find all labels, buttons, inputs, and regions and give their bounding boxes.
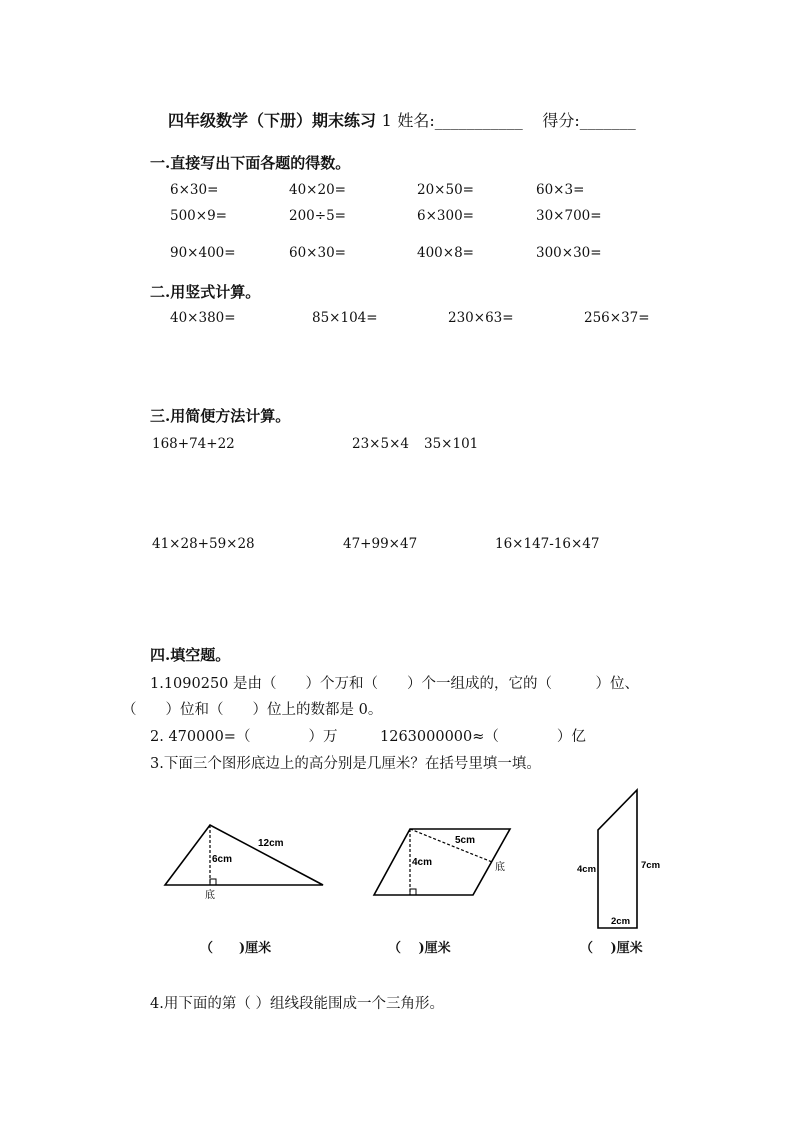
s1-r3-c4: 300×30= [536, 245, 602, 261]
q1-line2: （ ）位和（ ）位上的数都是 0。 [122, 702, 383, 718]
s3-r2-item3: 16×147-16×47 [495, 536, 600, 552]
s3-r1-item2: 23×5×4 [352, 436, 409, 452]
triangle-base-label: 底 [205, 890, 215, 901]
trapezoid-figure [577, 790, 660, 928]
q2-part1: 2. 470000=（ ）万 [150, 729, 338, 745]
section1-heading: 一.直接写出下面各题的得数。 [150, 154, 351, 172]
s1-r3-c2: 60×30= [289, 245, 346, 261]
triangle-side-label: 12cm [258, 838, 284, 849]
parallelogram-shape [374, 829, 510, 895]
s1-r2-c3: 6×300= [417, 208, 474, 224]
s3-r1-item3: 35×101 [424, 436, 479, 452]
q3-text: 3.下面三个图形底边上的高分别是几厘米？在括号里填一填。 [150, 756, 541, 772]
triangle-answer[interactable]: （ )厘米 [200, 941, 272, 956]
trapezoid-answer[interactable]: （ )厘米 [580, 941, 643, 956]
s1-r1-c3: 20×50= [417, 182, 474, 198]
s2-item1: 40×380= [170, 310, 236, 326]
title-number: 1 [381, 111, 392, 130]
triangle-right-angle [210, 879, 216, 885]
s2-item4: 256×37= [584, 310, 650, 326]
s1-r1-c2: 40×20= [289, 182, 346, 198]
s2-item3: 230×63= [448, 310, 514, 326]
s3-r2-item2: 47+99×47 [343, 536, 418, 552]
trapezoid-bottom-label: 2cm [611, 916, 631, 927]
section4-heading: 四.填空题。 [150, 646, 231, 664]
parallelogram-base-label: 底 [495, 862, 505, 873]
s3-r1-item1: 168+74+22 [152, 436, 235, 452]
score-blank[interactable]: _______ [579, 111, 636, 130]
s1-r1-c4: 60×3= [536, 182, 585, 198]
triangle-shape [165, 825, 323, 885]
parallelogram-figure [374, 829, 510, 895]
triangle-figure [165, 825, 323, 901]
parallelogram-right-angle [410, 889, 416, 895]
s1-r2-c2: 200÷5= [289, 208, 346, 224]
section2-heading: 二.用竖式计算。 [150, 283, 261, 301]
triangle-height-label: 6cm [212, 854, 233, 865]
score-label: 得分: [542, 111, 580, 130]
parallelogram-height-label: 4cm [412, 857, 433, 868]
q1-line1: 1.1090250 是由（ ）个万和（ ）个一组成的，它的（ ）位、 [150, 676, 640, 692]
parallelogram-answer[interactable]: （ )厘米 [388, 941, 451, 956]
s1-r3-c1: 90×400= [170, 245, 236, 261]
s1-r3-c3: 400×8= [417, 245, 474, 261]
s3-r2-item1: 41×28+59×28 [152, 536, 255, 552]
section3-heading: 三.用简便方法计算。 [150, 407, 291, 425]
parallelogram-side-label: 5cm [455, 835, 476, 846]
trapezoid-shape [598, 790, 637, 928]
s1-r1-c1: 6×30= [170, 182, 219, 198]
q4-text: 4.用下面的第（ ）组线段能围成一个三角形。 [150, 996, 444, 1012]
trapezoid-left-label: 4cm [577, 864, 597, 875]
s2-item2: 85×104= [312, 310, 378, 326]
name-label: 姓名: [397, 111, 435, 130]
title-text: 四年级数学（下册）期末练习 [168, 111, 377, 130]
s1-r2-c1: 500×9= [170, 208, 227, 224]
q2-part2: 1263000000≈（ ）亿 [380, 729, 586, 745]
trapezoid-right-label: 7cm [641, 860, 661, 871]
s1-r2-c4: 30×700= [536, 208, 602, 224]
name-blank[interactable]: ___________ [434, 111, 523, 130]
